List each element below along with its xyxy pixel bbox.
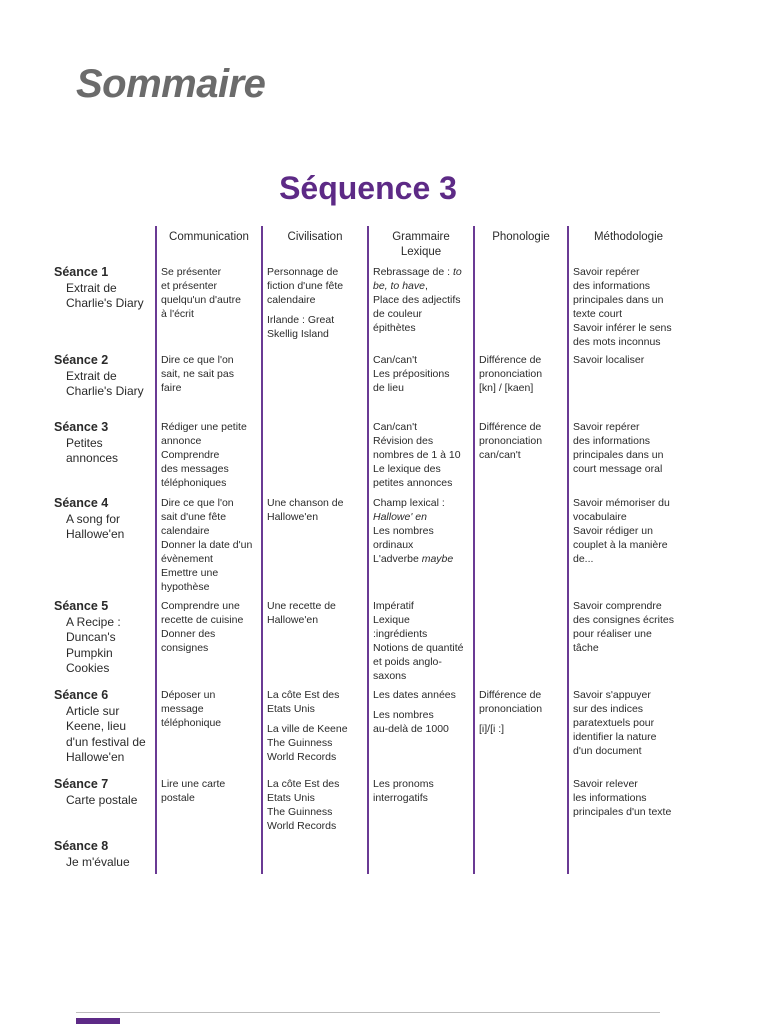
- cell-paragraph: Comprendre une recette de cuisine Donner des consignes: [161, 600, 244, 654]
- cell-paragraph: Savoir repérer des informations principales dans un texte court Savoir inférer le sens des mots inconnus: [573, 266, 672, 348]
- cell-paragraph: Can/can't Les prépositions de lieu: [373, 354, 450, 394]
- session-number: Séance 5: [54, 599, 109, 613]
- cell-grammaire: [373, 265, 473, 335]
- session-cell: [54, 420, 156, 467]
- cell-paragraph: Une recette de Hallowe'en: [267, 600, 336, 626]
- cell-grammaire: [373, 688, 473, 736]
- cell-paragraph: Rédiger une petite annonce Comprendre des messages téléphoniques: [161, 421, 247, 489]
- cell-paragraph: Se présenter et présenter quelqu'un d'autre à l'écrit: [161, 266, 241, 320]
- cell-methodologie: [573, 777, 688, 819]
- column-divider: [567, 226, 569, 874]
- cell-paragraph: Rebrassage de : to be, to have, Place des adjectifs de couleur épithètes: [373, 266, 462, 334]
- cell-paragraph: Impératif Lexique :ingrédients Notions de quantité et poids anglo- saxons: [373, 600, 464, 682]
- cell-paragraph: Différence de prononciation can/can't: [479, 421, 543, 461]
- cell-phonologie: [479, 688, 567, 736]
- session-cell: [54, 599, 156, 677]
- cell-paragraph: Savoir repérer des informations principales dans un court message oral: [573, 421, 664, 475]
- footer-accent: [76, 1018, 120, 1024]
- column-header-civilisation: Civilisation: [287, 231, 343, 243]
- cell-communication: [161, 265, 261, 321]
- cell-paragraph: Savoir s'appuyer sur des indices paratextuels pour identifier la nature d'un document: [573, 689, 657, 757]
- session-cell: [54, 688, 156, 766]
- session-number: Séance 6: [54, 688, 109, 702]
- cell-paragraph: Savoir localiser: [573, 354, 645, 366]
- cell-paragraph: Dire ce que l'on sait d'une fête calendaire Donner la date d'un évènement Emettre une hypothèse: [161, 497, 253, 593]
- column-header-phonologie: Phonologie: [492, 231, 550, 243]
- session-cell: [54, 496, 156, 543]
- cell-communication: [161, 496, 261, 594]
- column-divider: [261, 226, 263, 874]
- cell-paragraph: Savoir relever les informations principales d'un texte: [573, 778, 672, 818]
- cell-methodologie: [573, 688, 688, 758]
- column-header-methodologie: Méthodologie: [593, 231, 664, 243]
- session-cell: [54, 265, 156, 312]
- cell-communication: [161, 420, 261, 490]
- cell-paragraph: Personnage de fiction d'une fête calendaire: [267, 266, 344, 306]
- session-cell: [54, 353, 156, 400]
- cell-paragraph: Can/can't Révision des nombres de 1 à 10 Le lexique des petites annonces: [373, 421, 461, 489]
- cell-paragraph: Différence de prononciation [kn] / [kaen]: [479, 354, 543, 394]
- cell-grammaire: [373, 777, 473, 805]
- session-name: Extrait de Charlie's Diary: [66, 280, 144, 310]
- cell-methodologie: [573, 353, 688, 367]
- cell-civilisation: [267, 777, 367, 833]
- cell-paragraph: Déposer un message téléphonique: [161, 689, 222, 729]
- cell-paragraph: Une chanson de Hallowe'en: [267, 497, 344, 523]
- syllabus-table: [52, 226, 688, 874]
- cell-paragraph: Différence de prononciation: [479, 689, 543, 715]
- session-name: A song for Hallowe'en: [66, 511, 125, 541]
- cell-paragraph: La ville de Keene The Guinness World Records: [267, 723, 348, 763]
- session-cell: [54, 839, 156, 870]
- footer-rule: [76, 1012, 660, 1013]
- cell-paragraph: Champ lexical : Hallowe' en Les nombres ordinaux L'adverbe maybe: [373, 497, 454, 565]
- cell-paragraph: Les pronoms interrogatifs: [373, 778, 434, 804]
- session-number: Séance 8: [54, 839, 109, 853]
- session-number: Séance 2: [54, 353, 109, 367]
- cell-phonologie: [479, 353, 567, 395]
- session-number: Séance 3: [54, 420, 109, 434]
- cell-communication: [161, 777, 261, 805]
- cell-paragraph: Les nombres au-delà de 1000: [373, 709, 449, 735]
- cell-grammaire: [373, 420, 473, 490]
- cell-paragraph: Dire ce que l'on sait, ne sait pas faire: [161, 354, 234, 394]
- session-number: Séance 7: [54, 777, 109, 791]
- cell-paragraph: Savoir mémoriser du vocabulaire Savoir rédiger un couplet à la manière de...: [573, 497, 670, 565]
- column-divider: [473, 226, 475, 874]
- cell-paragraph: Lire une carte postale: [161, 778, 226, 804]
- session-name: Je m'évalue: [66, 854, 130, 869]
- cell-communication: [161, 599, 261, 655]
- cell-methodologie: [573, 599, 688, 655]
- session-name: Extrait de Charlie's Diary: [66, 368, 144, 398]
- cell-grammaire: [373, 496, 473, 566]
- cell-communication: [161, 353, 261, 395]
- session-number: Séance 1: [54, 265, 109, 279]
- cell-methodologie: [573, 265, 688, 349]
- page-title: Sommaire: [76, 62, 266, 106]
- column-header-grammaire: Grammaire Lexique: [392, 231, 450, 258]
- cell-paragraph: La côte Est des Etats Unis The Guinness World Records: [267, 778, 340, 832]
- cell-communication: [161, 688, 261, 730]
- cell-civilisation: [267, 265, 367, 341]
- cell-grammaire: [373, 353, 473, 395]
- sequence-title-text: Séquence 3: [279, 170, 457, 206]
- sequence-title: [0, 170, 736, 207]
- session-name: Petites annonces: [66, 435, 119, 465]
- cell-methodologie: [573, 496, 688, 566]
- session-name: A Recipe : Duncan's Pumpkin Cookies: [66, 614, 121, 675]
- session-number: Séance 4: [54, 496, 109, 510]
- cell-grammaire: [373, 599, 473, 683]
- cell-paragraph: [i]/[i :]: [479, 723, 505, 735]
- cell-civilisation: [267, 688, 367, 764]
- session-name: Carte postale: [66, 792, 138, 807]
- cell-paragraph: Savoir comprendre des consignes écrites pour réaliser une tâche: [573, 600, 674, 654]
- cell-phonologie: [479, 420, 567, 462]
- column-header-communication: Communication: [169, 231, 249, 243]
- cell-paragraph: Les dates années: [373, 689, 456, 701]
- column-divider: [367, 226, 369, 874]
- cell-methodologie: [573, 420, 688, 476]
- cell-paragraph: La côte Est des Etats Unis: [267, 689, 340, 715]
- cell-civilisation: [267, 599, 367, 627]
- session-name: Article sur Keene, lieu d'un festival de Hallowe'en: [66, 703, 146, 764]
- session-cell: [54, 777, 156, 808]
- cell-civilisation: [267, 496, 367, 524]
- cell-paragraph: Irlande : Great Skellig Island: [267, 314, 335, 340]
